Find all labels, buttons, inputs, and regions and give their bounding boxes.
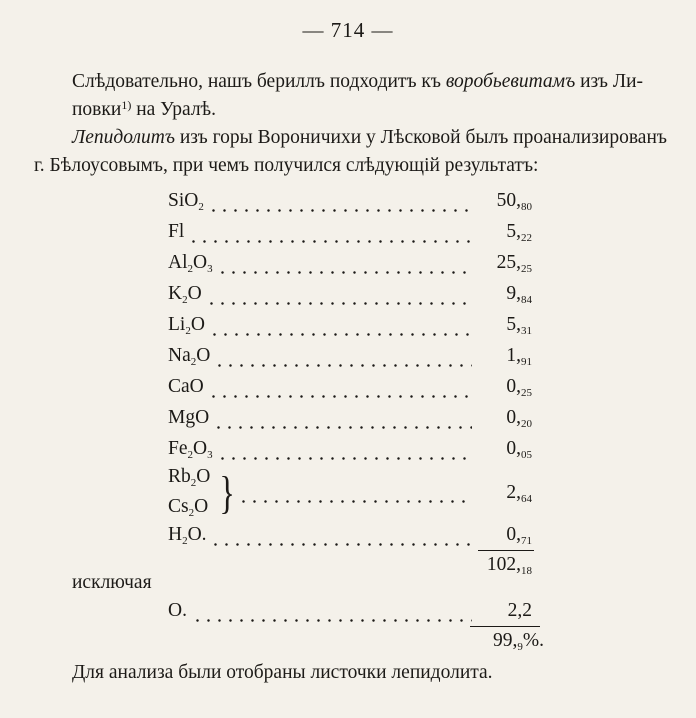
leader-dots [188,240,472,243]
formula: MgO [168,407,210,428]
sum-rule [470,626,540,627]
leader-dots [217,271,472,274]
analysis-row [168,283,540,313]
formula: CaO [168,376,204,397]
paragraph-line: г. Бѣлоусовымъ, при чемъ получился слѣдующій результатъ: [34,155,539,176]
analysis-row [168,438,540,468]
text-run: Слѣдовательно, нашъ бериллъ подходитъ къ [72,71,446,92]
text-run: на Уралѣ. [131,99,217,120]
leader-dots [209,333,472,336]
leader-dots [238,500,472,503]
italic-term: Лепидолитъ [72,127,175,148]
corrected-total: $99,_9\%$. [493,630,544,653]
analysis-row [168,221,540,251]
analysis-value: $50,_{80}$ [496,190,532,213]
page-number: — 714 — [302,18,394,42]
formula: $Na_2O$ [168,345,211,368]
analysis-row [168,314,540,344]
footnote-mark: 1) [121,98,132,112]
formula: $Fe_2O_3$ [168,438,213,461]
analysis-value: $0,_{20}$ [506,407,532,430]
paragraph-line [34,124,667,152]
analysis-row [168,376,540,406]
sum-rule [478,550,534,551]
formula: $Al_2O_3$ [168,252,213,275]
italic-term: воробьевитамъ [445,71,576,92]
leader-dots [208,209,472,212]
formula-h2o: $H_2O$. [168,524,207,547]
paragraph-beryl [72,68,643,124]
paragraph-lepidolite [34,124,667,180]
formula: $Li_2O$ [168,314,205,337]
paragraph-line [72,68,643,96]
formula-cs2o: $Cs_2O$ [168,496,209,519]
formula: $K_2O$ [168,283,202,306]
formula-rb2o: $Rb_2O$ [168,466,211,489]
analysis-row [168,407,540,437]
leader-dots [210,543,472,546]
formula: SiO$_2$ [168,190,204,213]
analysis-value: $25,_{25}$ [496,252,532,275]
brace-icon: } [219,467,235,518]
analysis-row [168,252,540,282]
leader-dots [214,364,472,367]
analysis-value: $1,_{91}$ [506,345,532,368]
analysis-row [168,190,540,220]
value-oxygen: 2,2 [507,600,532,621]
text-run: повки [72,99,122,120]
value-water: $0,_{71}$ [506,524,532,547]
text-run: изъ Ли- [575,71,644,92]
analysis-value: $9,_{84}$ [506,283,532,306]
leader-dots [208,395,472,398]
analysis-value: $5,_{22}$ [506,221,532,244]
text-run: изъ горы Вороничихи у Лѣсковой былъ проанализированъ [174,127,667,148]
analysis-value: $5,_{31}$ [506,314,532,337]
exclusion-label: исключая [72,572,152,593]
leader-dots [206,302,472,305]
paragraph-line [72,96,643,124]
analysis-value: $0,_{25}$ [506,376,532,399]
analysis-row [168,345,540,375]
value-rb-cs: $2,_{64}$ [506,482,532,505]
leader-dots [217,457,472,460]
formula-oxygen: O. [168,600,187,621]
leader-dots [213,426,472,429]
analysis-row-rb-cs [168,466,540,526]
analysis-value: $0,_{05}$ [506,438,532,461]
leader-dots [192,619,472,622]
formula: Fl [168,221,185,242]
sum-total: $102,_{18}$ [486,554,532,577]
final-sentence: Для анализа были отобраны листочки лепидолита. [72,662,493,683]
